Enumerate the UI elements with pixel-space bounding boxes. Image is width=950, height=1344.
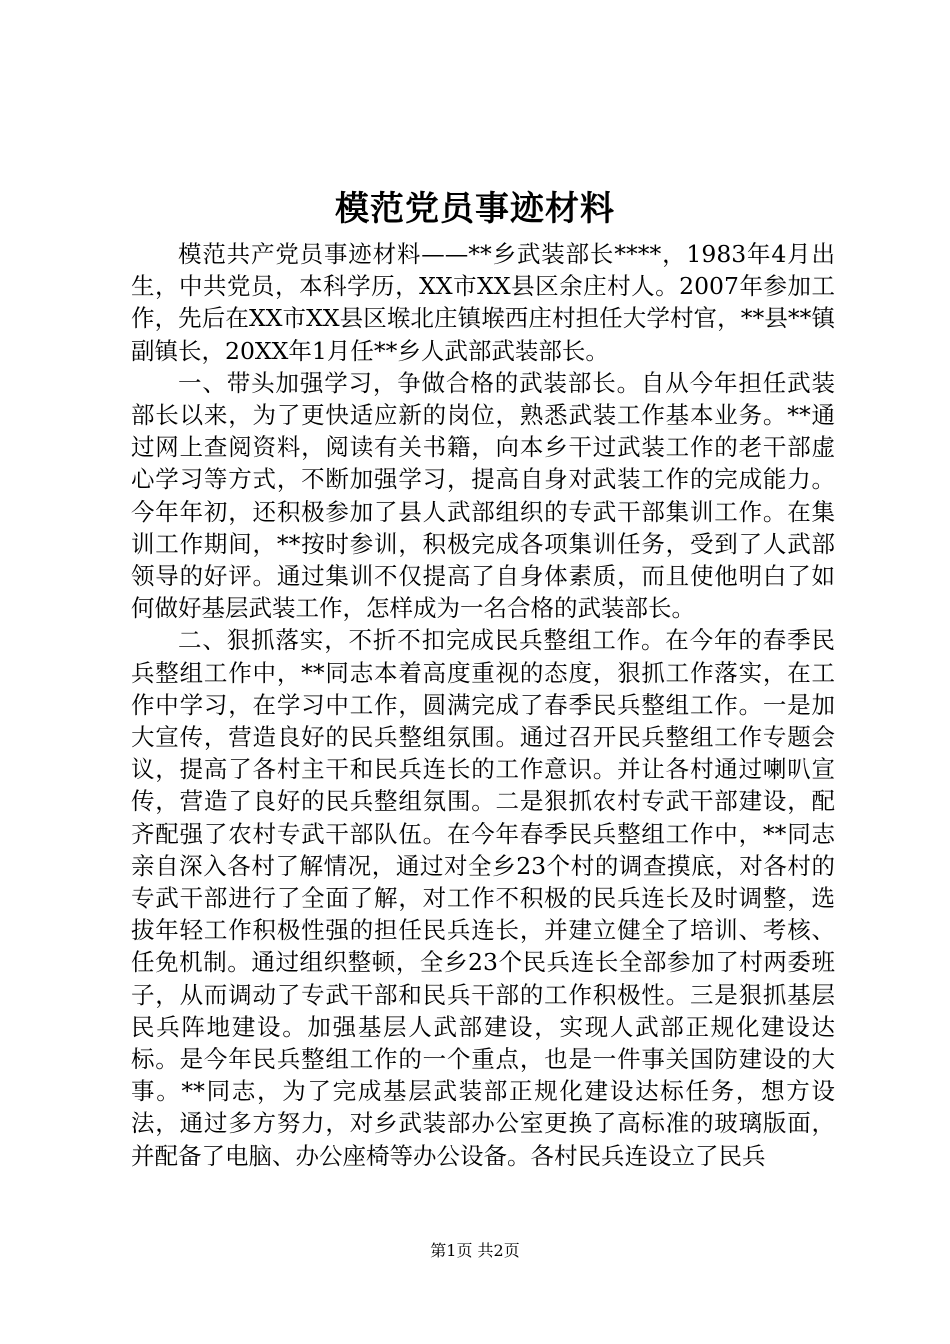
document-body <box>131 238 835 1172</box>
page-number-footer: 第1页 共2页 <box>430 1241 520 1260</box>
paragraph-section-1: 一、带头加强学习，争做合格的武装部长。自从今年担任武装部长以来，为了更快适应新的岗位，熟悉武装工作基本业务。**通过网上查阅资料，阅读有关书籍，向本乡干过武装工作的老干部虚心学习等方式，不断加强学习，提高自身对武装工作的完成能力。今年年初，还积极参加了县人武部组织的专武干部集训工作。在集训工作期间，**按时参训，积极完成各项集训任务，受到了人武部领导的好评。通过集训不仅提高了自身体素质，而且使他明白了如何做好基层武装工作，怎样成为一名合格的武装部长。 <box>131 368 835 623</box>
paragraph-intro: 模范共产党员事迹材料——**乡武装部长****，1983年4月出生，中共党员，本科学历，XX市XX县区余庄村人。2007年参加工作，先后在XX市XX县区堠北庄镇堠西庄村担任大学村官，**县**镇副镇长，20XX年1月任**乡人武部武装部长。 <box>131 240 835 365</box>
paragraph-section-2: 二、狠抓落实，不折不扣完成民兵整组工作。在今年的春季民兵整组工作中，**同志本着高度重视的态度，狠抓工作落实，在工作中学习，在学习中工作，圆满完成了春季民兵整组工作。一是加大宣传，营造良好的民兵整组氛围。通过召开民兵整组工作专题会议，提高了各村主干和民兵连长的工作意识。并让各村通过喇叭宣传，营造了良好的民兵整组氛围。二是狠抓农村专武干部建设，配齐配强了农村专武干部队伍。在今年春季民兵整组工作中，**同志亲自深入各村了解情况，通过对全乡23个村的调查摸底，对各村的专武干部进行了全面了解，对工作不积极的民兵连长及时调整，选拔年轻工作积极性强的担任民兵连长，并建立健全了培训、考核、任免机制。通过组织整顿，全乡23个民兵连长全部参加了村两委班子，从而调动了专武干部和民兵干部的工作积极性。三是狠抓基层民兵阵地建设。加强基层人武部建设，实现人武部正规化建设达标。是今年民兵整组工作的一个重点，也是一件事关国防建设的大事。**同志，为了完成基层武装部正规化建设达标任务，想方设法，通过多方努力，对乡武装部办公室更换了高标准的玻璃版面，并配备了电脑、办公座椅等办公设备。各村民兵连设立了民兵 <box>131 626 835 1170</box>
document-title: 模范党员事迹材料 <box>335 189 615 229</box>
